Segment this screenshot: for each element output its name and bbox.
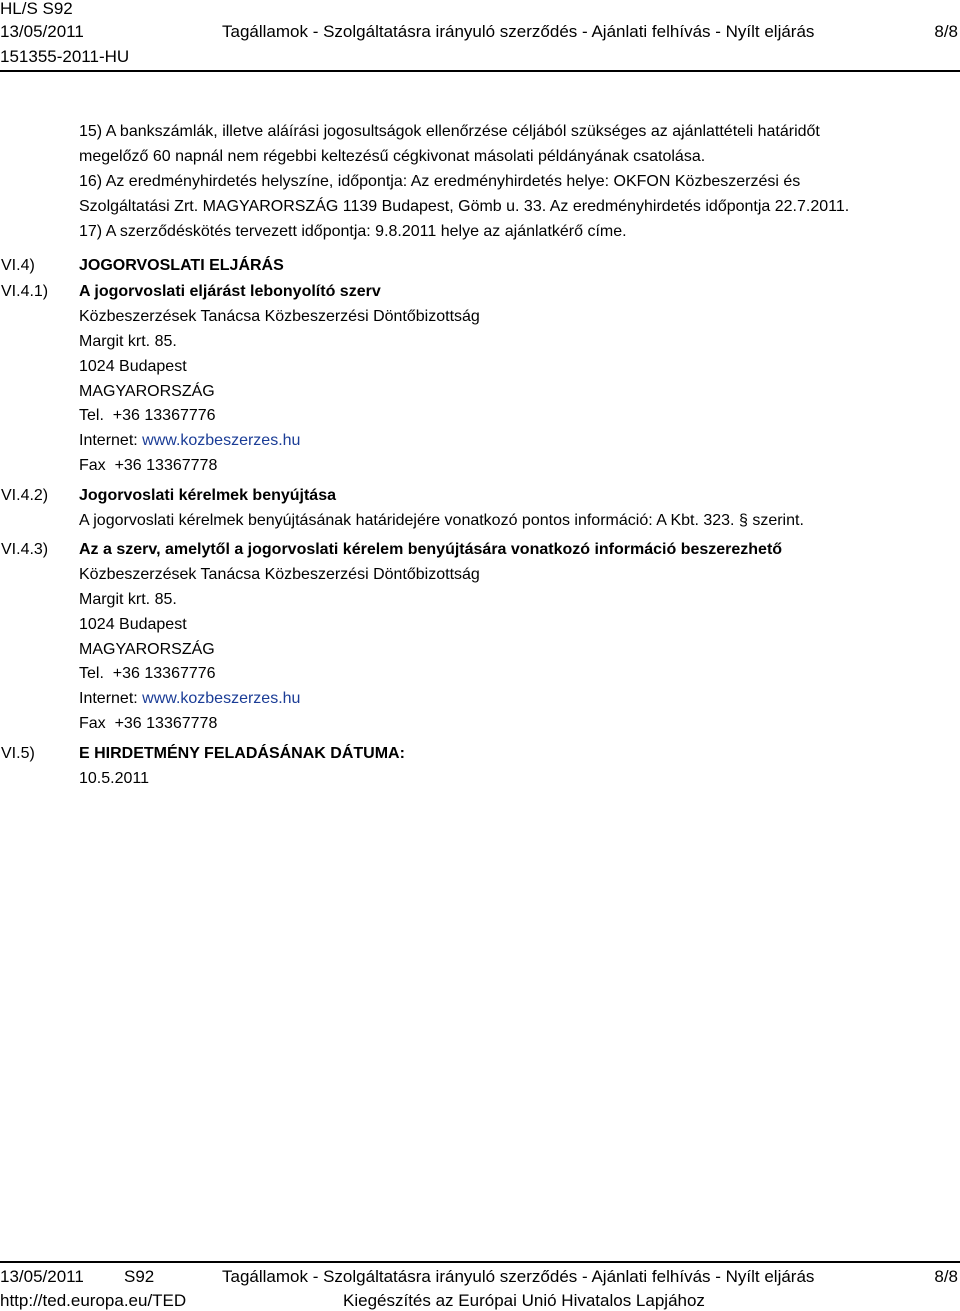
footer-date: 13/05/2011 <box>0 1267 84 1286</box>
dispatch-date: 10.5.2011 <box>79 770 149 787</box>
header-date: 13/05/2011 <box>0 22 84 41</box>
section-title-info-source: Az a szerv, amelytől a jogorvoslati kérelem benyújtására vonatkozó információ beszerezhető <box>79 541 783 558</box>
paragraph-16-line-1: 16) Az eredményhirdetés helyszíne, időpontja: Az eredményhirdetés helye: OKFON Közbeszerzési és <box>79 173 801 190</box>
paragraph-15-line-2: megelőző 60 napnál nem régebbi keltezésű cégkivonat másolati példányának csatolása. <box>79 148 706 165</box>
section-title-jogorvoslat: JOGORVOSLATI ELJÁRÁS <box>79 257 284 274</box>
org-internet <box>79 691 300 707</box>
footer-title: Tagállamok - Szolgáltatásra irányuló szerződés - Ajánlati felhívás - Nyílt eljárás <box>222 1267 815 1286</box>
fax-label: Fax <box>79 457 106 474</box>
org-name: Közbeszerzések Tanácsa Közbeszerzési Döntőbizottság <box>79 308 480 325</box>
org-fax <box>79 716 217 732</box>
org-name: Közbeszerzések Tanácsa Közbeszerzési Döntőbizottság <box>79 566 480 583</box>
header-page-number: 8/8 <box>934 22 958 41</box>
journal-id: HL/S S92 <box>0 0 73 18</box>
section-vi4: VI.4) <box>1 257 35 274</box>
header-rule <box>0 70 960 72</box>
internet-label: Internet: <box>79 432 138 449</box>
internet-label: Internet: <box>79 690 138 707</box>
header-title: Tagállamok - Szolgáltatásra irányuló szerződés - Ajánlati felhívás - Nyílt eljárás <box>222 22 815 41</box>
footer-page-number: 8/8 <box>934 1267 958 1286</box>
submission-tail: szerint. <box>752 512 804 529</box>
section-title-submission: Jogorvoslati kérelmek benyújtása <box>79 487 336 504</box>
org-tel <box>79 666 216 682</box>
section-vi5: VI.5) <box>1 745 35 762</box>
org-internet <box>79 433 300 449</box>
tel-label: Tel. <box>79 665 104 682</box>
submission-info <box>79 513 804 529</box>
section-vi41: VI.4.1) <box>1 283 49 300</box>
notice-id: 151355-2011-HU <box>0 47 130 66</box>
tel-number: +36 13367776 <box>112 407 216 424</box>
org-fax <box>79 458 217 474</box>
footer-series: S92 <box>124 1267 155 1286</box>
fax-label: Fax <box>79 715 106 732</box>
tel-number: +36 13367776 <box>112 665 216 682</box>
org-country: MAGYARORSZÁG <box>79 383 215 400</box>
tel-label: Tel. <box>79 407 104 424</box>
paragraph-16-line-2: Szolgáltatási Zrt. MAGYARORSZÁG 1139 Budapest, Gömb u. 33. Az eredményhirdetés időpontja 22.7.2011. <box>79 198 850 215</box>
internet-link[interactable]: www.kozbeszerzes.hu <box>142 432 301 449</box>
section-title-dispatch-date: E HIRDETMÉNY FELADÁSÁNAK DÁTUMA: <box>79 745 405 762</box>
paragraph-17: 17) A szerződéskötés tervezett időpontja: 9.8.2011 helye az ajánlatkérő címe. <box>79 223 627 240</box>
section-vi42: VI.4.2) <box>1 487 49 504</box>
org-street: Margit krt. 85. <box>79 591 177 608</box>
paragraph-15-line-1: 15) A bankszámlák, illetve aláírási jogosultságok ellenőrzése céljából szükséges az ajánlattételi határidőt <box>79 123 820 140</box>
section-title-review-body: A jogorvoslati eljárást lebonyolító szerv <box>79 283 381 300</box>
footer-url[interactable]: http://ted.europa.eu/TED <box>0 1291 187 1310</box>
submission-text: A jogorvoslati kérelmek benyújtásának határidejére vonatkozó pontos információ: A Kbt. 323. <box>79 512 735 529</box>
footer-supplement: Kiegészítés az Európai Unió Hivatalos Lapjához <box>343 1291 705 1310</box>
section-sign: § <box>738 512 748 529</box>
org-city: 1024 Budapest <box>79 358 187 375</box>
org-street: Margit krt. 85. <box>79 333 177 350</box>
org-city: 1024 Budapest <box>79 616 187 633</box>
internet-link[interactable]: www.kozbeszerzes.hu <box>142 690 301 707</box>
fax-number: +36 13367778 <box>114 457 218 474</box>
footer-rule <box>0 1261 960 1263</box>
org-tel <box>79 408 216 424</box>
org-country: MAGYARORSZÁG <box>79 641 215 658</box>
section-vi43: VI.4.3) <box>1 541 49 558</box>
fax-number: +36 13367778 <box>114 715 218 732</box>
